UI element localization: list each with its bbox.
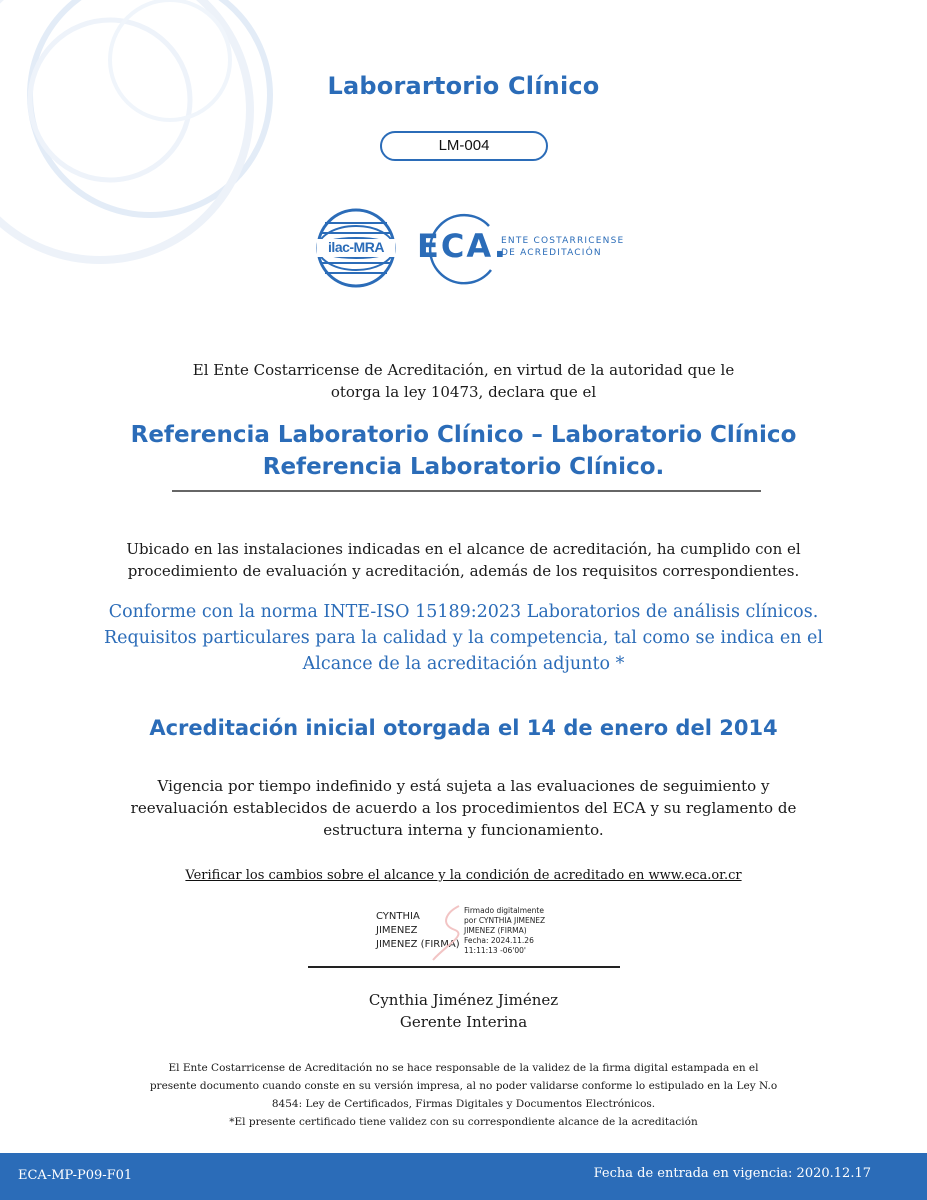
signature-line — [308, 966, 620, 968]
validity-line: estructura interna y funcionamiento. — [323, 821, 604, 839]
signature-name-line: JIMENEZ — [376, 925, 418, 936]
disclaimer-line: 8454: Ley de Certificados, Firmas Digitales y Documentos Electrónicos. — [271, 1098, 656, 1110]
signature-name-line: CYNTHIA — [376, 911, 420, 922]
initial-accreditation-date: Acreditación inicial otorgada el 14 de enero del 2014 — [149, 716, 778, 740]
eca-subtitle-line1: ENTE COSTARRICENSE — [501, 236, 625, 246]
disclaimer-line: presente documento cuando conste en su versión impresa, al no poder validarse conforme lo estipulado en la Ley N.o — [149, 1080, 778, 1092]
norm-line: Alcance de la acreditación adjunto * — [302, 654, 625, 674]
signature-detail-line: Firmado digitalmente — [464, 906, 544, 915]
intro-paragraph — [0, 359, 927, 403]
signature-mark-icon — [427, 902, 467, 964]
standard-conformity — [0, 599, 927, 677]
decorative-arcs — [0, 0, 300, 300]
signature-detail-line: JIMENEZ (FIRMA) — [464, 926, 527, 935]
footer-form-code: ECA-MP-P09-F01 — [18, 1168, 133, 1183]
norm-line: Requisitos particulares para la calidad y la competencia, tal como se indica en el — [103, 628, 824, 648]
eca-logo — [417, 208, 625, 288]
eca-mark: ECA. — [417, 227, 508, 265]
holder-divider — [172, 490, 761, 492]
eca-subtitle-line2: DE ACREDITACIÓN — [501, 248, 602, 258]
signature-detail-line: Fecha: 2024.11.26 — [464, 936, 534, 945]
digital-signature — [372, 902, 562, 962]
location-line: Ubicado en las instalaciones indicadas en el alcance de acreditación, ha cumplido con el — [126, 540, 801, 558]
disclaimer-line: *El presente certificado tiene validez con su correspondiente alcance de la acreditación — [229, 1116, 698, 1128]
accredited-holder-name — [0, 419, 927, 483]
ilac-mra-label: ilac-MRA — [328, 239, 384, 255]
disclaimer — [0, 1059, 927, 1131]
ilac-mra-logo — [315, 203, 397, 297]
page-title: Laborartorio Clínico — [327, 72, 600, 100]
signature-name-line: JIMENEZ (FIRMA) — [376, 939, 460, 950]
accreditation-code-badge: LM-004 — [380, 131, 548, 161]
validity-paragraph — [0, 775, 927, 841]
verify-link[interactable]: Verificar los cambios sobre el alcance y la condición de acreditado en www.eca.or.cr — [185, 868, 742, 883]
intro-line: otorga la ley 10473, declara que el — [330, 383, 597, 401]
intro-line: El Ente Costarricense de Acreditación, en virtud de la autoridad que le — [192, 361, 735, 379]
footer-bar — [0, 1153, 927, 1200]
signature-detail-line: 11:11:13 -06'00' — [464, 946, 526, 955]
footer-effective-date: Fecha de entrada en vigencia: 2020.12.17 — [593, 1166, 871, 1181]
holder-line: Referencia Laboratorio Clínico. — [262, 454, 665, 480]
signature-details — [464, 906, 574, 956]
validity-line: Vigencia por tiempo indefinido y está sujeta a las evaluaciones de seguimiento y — [157, 777, 770, 795]
signer-name: Cynthia Jiménez Jiménez — [368, 991, 559, 1009]
norm-line: Conforme con la norma INTE-ISO 15189:2023 Laboratorios de análisis clínicos. — [108, 602, 819, 622]
disclaimer-line: El Ente Costarricense de Acreditación no se hace responsable de la validez de la firma digital estampada en el — [168, 1062, 759, 1074]
signature-detail-line: por CYNTHIA JIMENEZ — [464, 916, 546, 925]
validity-line: reevaluación establecidos de acuerdo a los procedimientos del ECA y su reglamento de — [130, 799, 797, 817]
location-line: procedimiento de evaluación y acreditación, además de los requisitos correspondientes. — [127, 562, 800, 580]
location-paragraph — [0, 538, 927, 582]
holder-line: Referencia Laboratorio Clínico – Laboratorio Clínico — [130, 422, 797, 448]
signer-role: Gerente Interina — [399, 1013, 528, 1031]
